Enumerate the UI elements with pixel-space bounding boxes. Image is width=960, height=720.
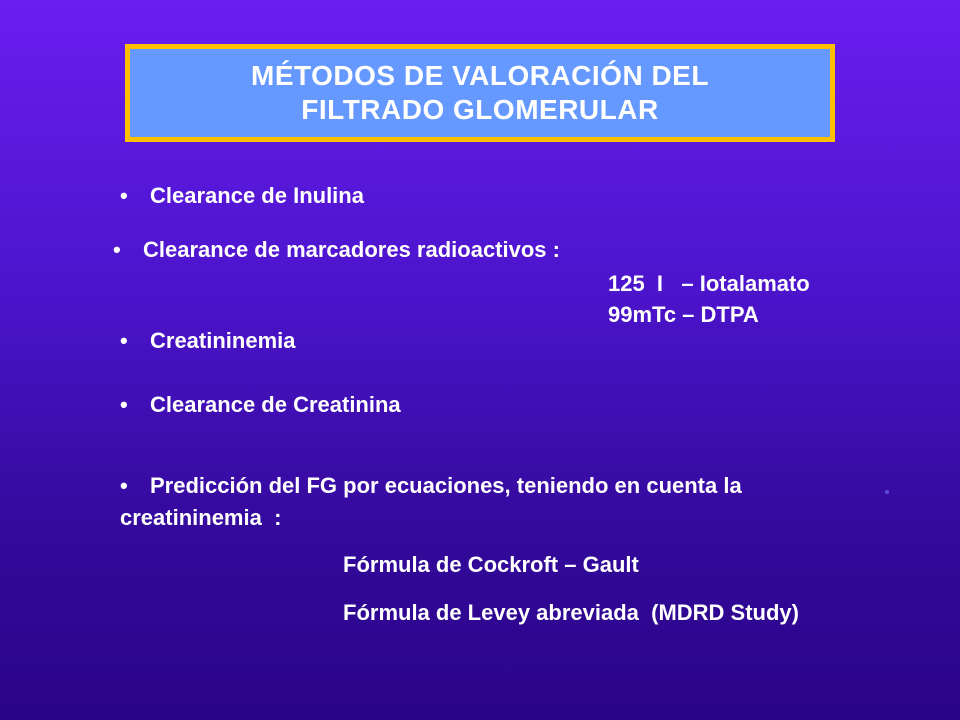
list-item-prediccion: [120, 472, 742, 500]
radio-sub-dtpa: 99mTc – DTPA: [608, 302, 759, 327]
formula-cockroft-gault: Fórmula de Cockroft – Gault: [343, 552, 639, 577]
item-text-prediccion-line1: Predicción del FG por ecuaciones, teniendo en cuenta la: [150, 473, 742, 498]
bullet-icon: •: [120, 183, 128, 208]
item-text-prediccion-line2: creatininemia :: [120, 505, 282, 530]
item-text-clearance-creatinina: Clearance de Creatinina: [150, 392, 401, 417]
list-item-clearance-creatinina: [120, 391, 401, 419]
title-box: [125, 44, 835, 142]
item-text-inulina: Clearance de Inulina: [150, 183, 364, 208]
radio-sub-iotalamato: 125 I – Iotalamato: [608, 271, 810, 296]
decorative-dot: [885, 490, 889, 494]
formula-levey-mdrd: Fórmula de Levey abreviada (MDRD Study): [343, 600, 799, 625]
item-text-creatininemia: Creatininemia: [150, 328, 296, 353]
list-item-creatininemia: [120, 327, 296, 355]
bullet-icon: •: [113, 237, 121, 262]
title-line-1: MÉTODOS DE VALORACIÓN DEL: [251, 60, 709, 91]
list-item-inulina: [120, 182, 364, 210]
bullet-icon: •: [120, 392, 128, 417]
item-text-radioactivos: Clearance de marcadores radioactivos :: [143, 237, 560, 262]
title-line-2: FILTRADO GLOMERULAR: [301, 94, 659, 125]
list-item-radioactivos: [113, 236, 560, 264]
bullet-icon: •: [120, 328, 128, 353]
bullet-icon: •: [120, 473, 128, 498]
